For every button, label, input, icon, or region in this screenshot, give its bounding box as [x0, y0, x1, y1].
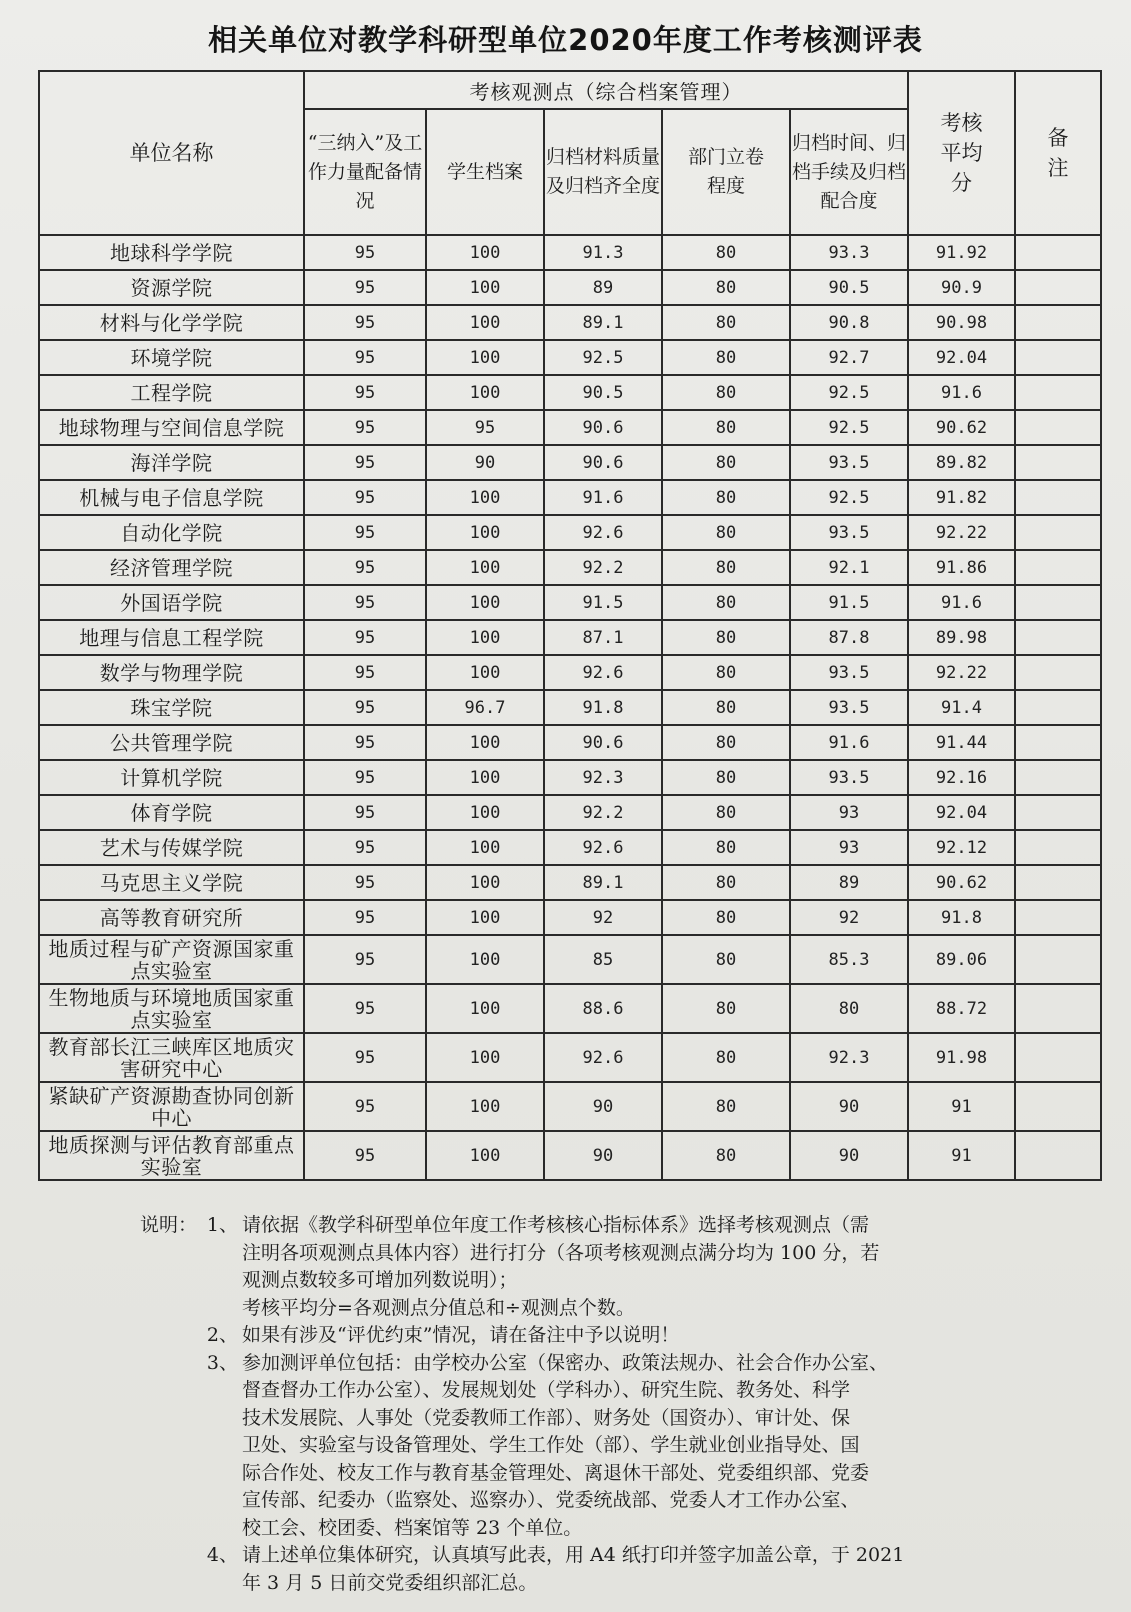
- score-cell: 90: [544, 1082, 662, 1131]
- score-cell: 80: [662, 935, 790, 984]
- table-row: [39, 760, 1101, 795]
- average-score-cell: 91.98: [908, 1033, 1015, 1082]
- average-score-cell: 92.22: [908, 515, 1015, 550]
- score-cell: 100: [426, 1033, 544, 1082]
- table-row: [39, 445, 1101, 480]
- score-cell: 100: [426, 865, 544, 900]
- table-row: [39, 305, 1101, 340]
- score-cell: 100: [426, 795, 544, 830]
- remarks-cell: [1015, 725, 1101, 760]
- table-row: [39, 1082, 1101, 1131]
- remarks-cell: [1015, 270, 1101, 305]
- document-title: 相关单位对教学科研型单位2020年度工作考核测评表: [208, 23, 923, 57]
- note-number: 2、: [206, 1324, 238, 1346]
- note-text: 督查督办工作办公室）、发展规划处（学科办）、研究生院、教务处、科学: [242, 1379, 851, 1401]
- note-line: [140, 1377, 980, 1405]
- unit-name-cell: 经济管理学院: [39, 550, 304, 585]
- score-cell: 80: [662, 725, 790, 760]
- score-cell: 80: [662, 410, 790, 445]
- note-indent: [140, 1570, 202, 1598]
- score-cell: 95: [304, 725, 426, 760]
- average-score-cell: 88.72: [908, 984, 1015, 1033]
- unit-name-cell: 紧缺矿产资源勘查协同创新中心: [39, 1082, 304, 1131]
- score-cell: 95: [304, 690, 426, 725]
- note-text: 考核平均分=各观测点分值总和÷观测点个数。: [242, 1296, 635, 1319]
- note-number-indent: [202, 1240, 242, 1268]
- score-cell: 80: [662, 655, 790, 690]
- note-indent: [140, 1405, 202, 1433]
- remarks-cell: [1015, 865, 1101, 900]
- average-score-cell: 90.9: [908, 270, 1015, 305]
- score-cell: 100: [426, 515, 544, 550]
- note-number-indent: [202, 1460, 242, 1488]
- note-indent: [140, 1542, 202, 1570]
- table-row: [39, 235, 1101, 270]
- unit-name-cell: 公共管理学院: [39, 725, 304, 760]
- remarks-cell: [1015, 1033, 1101, 1082]
- score-cell: 89: [544, 270, 662, 305]
- note-line: [140, 1570, 980, 1598]
- note-number: 3、: [206, 1351, 238, 1374]
- note-text: 技术发展院、人事处（党委教师工作部）、财务处（国资办）、审计处、保: [242, 1406, 851, 1429]
- remarks-cell: [1015, 515, 1101, 550]
- header-observation-group: 考核观测点（综合档案管理）: [304, 71, 908, 109]
- score-cell: 100: [426, 984, 544, 1033]
- note-indent: [140, 1460, 202, 1488]
- note-number: 1、: [206, 1214, 238, 1236]
- average-score-cell: 91: [908, 1082, 1015, 1131]
- note-text: 请依据《教学科研型单位年度工作考核核心指标体系》选择考核观测点（需: [242, 1214, 870, 1236]
- table-row: [39, 865, 1101, 900]
- table-row: [39, 340, 1101, 375]
- remarks-cell: [1015, 550, 1101, 585]
- note-line: [140, 1432, 980, 1460]
- score-cell: 100: [426, 305, 544, 340]
- score-cell: 87.8: [790, 620, 908, 655]
- unit-name-cell: 外国语学院: [39, 585, 304, 620]
- score-cell: 80: [662, 550, 790, 585]
- score-cell: 95: [304, 305, 426, 340]
- score-cell: 100: [426, 585, 544, 620]
- score-cell: 80: [662, 1131, 790, 1180]
- note-line: [140, 1405, 980, 1433]
- score-cell: 100: [426, 375, 544, 410]
- score-cell: 80: [662, 235, 790, 270]
- note-line: [140, 1212, 980, 1240]
- unit-name-cell: 海洋学院: [39, 445, 304, 480]
- score-cell: 100: [426, 655, 544, 690]
- remarks-cell: [1015, 235, 1101, 270]
- unit-name-cell: 地球物理与空间信息学院: [39, 410, 304, 445]
- remarks-cell: [1015, 935, 1101, 984]
- score-cell: 90: [790, 1131, 908, 1180]
- remarks-cell: [1015, 795, 1101, 830]
- score-cell: 100: [426, 340, 544, 375]
- score-cell: 100: [426, 935, 544, 984]
- score-cell: 80: [662, 760, 790, 795]
- table-row: [39, 1131, 1101, 1180]
- unit-name-cell: 地球科学学院: [39, 235, 304, 270]
- score-cell: 95: [304, 550, 426, 585]
- score-cell: 80: [790, 984, 908, 1033]
- remarks-cell: [1015, 690, 1101, 725]
- score-cell: 80: [662, 1082, 790, 1131]
- average-score-cell: 89.82: [908, 445, 1015, 480]
- score-cell: 100: [426, 830, 544, 865]
- note-number-indent: [202, 1515, 242, 1543]
- score-cell: 80: [662, 830, 790, 865]
- average-score-cell: 92.04: [908, 795, 1015, 830]
- note-indent: [140, 1487, 202, 1515]
- score-cell: 95: [304, 340, 426, 375]
- score-cell: 100: [426, 620, 544, 655]
- remarks-cell: [1015, 585, 1101, 620]
- score-cell: 92.6: [544, 830, 662, 865]
- remarks-cell: [1015, 900, 1101, 935]
- score-cell: 93.5: [790, 515, 908, 550]
- header-archive-quality: 归档材料质量及归档齐全度: [544, 109, 662, 235]
- score-cell: 91.6: [790, 725, 908, 760]
- remarks-cell: [1015, 305, 1101, 340]
- score-cell: 95: [304, 900, 426, 935]
- score-cell: 100: [426, 270, 544, 305]
- score-cell: 80: [662, 445, 790, 480]
- table-row: [39, 830, 1101, 865]
- remarks-cell: [1015, 760, 1101, 795]
- average-score-cell: 91.6: [908, 585, 1015, 620]
- score-cell: 92.3: [544, 760, 662, 795]
- score-cell: 85: [544, 935, 662, 984]
- average-score-cell: 91.82: [908, 480, 1015, 515]
- unit-name-cell: 高等教育研究所: [39, 900, 304, 935]
- score-cell: 80: [662, 1033, 790, 1082]
- score-cell: 95: [304, 410, 426, 445]
- score-cell: 80: [662, 585, 790, 620]
- unit-name-cell: 地质探测与评估教育部重点实验室: [39, 1131, 304, 1180]
- score-cell: 100: [426, 550, 544, 585]
- note-number-indent: [202, 1432, 242, 1460]
- remarks-cell: [1015, 1082, 1101, 1131]
- average-score-cell: 89.06: [908, 935, 1015, 984]
- score-cell: 87.1: [544, 620, 662, 655]
- unit-name-cell: 珠宝学院: [39, 690, 304, 725]
- average-score-cell: 91.6: [908, 375, 1015, 410]
- unit-name-cell: 艺术与传媒学院: [39, 830, 304, 865]
- score-cell: 90.8: [790, 305, 908, 340]
- score-cell: 95: [304, 1033, 426, 1082]
- note-text: 观测点数较多可增加列数说明）；: [242, 1269, 518, 1291]
- score-cell: 95: [304, 865, 426, 900]
- score-cell: 80: [662, 795, 790, 830]
- average-score-cell: 92.16: [908, 760, 1015, 795]
- note-text: 际合作处、校友工作与教育基金管理处、离退休干部处、党委组织部、党委: [242, 1461, 870, 1484]
- table-body: [39, 235, 1101, 1180]
- score-cell: 90.6: [544, 725, 662, 760]
- score-cell: 93.5: [790, 760, 908, 795]
- note-line: [140, 1542, 980, 1570]
- table-row: [39, 515, 1101, 550]
- score-cell: 95: [304, 270, 426, 305]
- note-text: 年 3 月 5 日前交党委组织部汇总。: [242, 1571, 538, 1594]
- score-cell: 93: [790, 830, 908, 865]
- score-cell: 93.5: [790, 655, 908, 690]
- score-cell: 80: [662, 270, 790, 305]
- note-line: [140, 1487, 980, 1515]
- average-score-cell: 91: [908, 1131, 1015, 1180]
- note-text: 校工会、校团委、档案馆等 23 个单位。: [242, 1516, 583, 1539]
- unit-name-cell: 体育学院: [39, 795, 304, 830]
- table-row: [39, 984, 1101, 1033]
- score-cell: 92.6: [544, 515, 662, 550]
- note-text: 注明各项观测点具体内容）进行打分（各项考核观测点满分均为 100 分，若: [242, 1241, 880, 1264]
- table-row: [39, 375, 1101, 410]
- unit-name-cell: 地理与信息工程学院: [39, 620, 304, 655]
- score-cell: 95: [304, 480, 426, 515]
- notes-section: [140, 1212, 980, 1597]
- remarks-cell: [1015, 445, 1101, 480]
- note-number-indent: [202, 1295, 242, 1323]
- remarks-cell: [1015, 375, 1101, 410]
- remarks-cell: [1015, 340, 1101, 375]
- header-three-inclusions: “三纳入”及工作力量配备情况: [304, 109, 426, 235]
- note-line: [140, 1322, 980, 1350]
- score-cell: 92.5: [544, 340, 662, 375]
- average-score-cell: 91.44: [908, 725, 1015, 760]
- average-score-cell: 91.86: [908, 550, 1015, 585]
- header-remarks: 备注: [1015, 71, 1101, 235]
- score-cell: 95: [304, 935, 426, 984]
- note-number-indent: [202, 1267, 242, 1295]
- score-cell: 80: [662, 900, 790, 935]
- header-average-score: 考核平均分: [908, 71, 1015, 235]
- unit-name-cell: 材料与化学学院: [39, 305, 304, 340]
- average-score-cell: 91.92: [908, 235, 1015, 270]
- header-dept-filing: 部门立卷程度: [662, 109, 790, 235]
- unit-name-cell: 机械与电子信息学院: [39, 480, 304, 515]
- note-text: 如果有涉及“评优约束”情况，请在备注中予以说明！: [242, 1324, 680, 1346]
- score-cell: 93.3: [790, 235, 908, 270]
- score-cell: 90: [790, 1082, 908, 1131]
- average-score-cell: 92.22: [908, 655, 1015, 690]
- note-indent: [140, 1377, 202, 1405]
- table-row: [39, 795, 1101, 830]
- score-cell: 92.5: [790, 375, 908, 410]
- note-line: [140, 1460, 980, 1488]
- table-row: [39, 550, 1101, 585]
- average-score-cell: 91.4: [908, 690, 1015, 725]
- score-cell: 95: [304, 620, 426, 655]
- score-cell: 80: [662, 340, 790, 375]
- average-score-cell: 90.98: [908, 305, 1015, 340]
- remarks-cell: [1015, 830, 1101, 865]
- score-cell: 90.6: [544, 410, 662, 445]
- note-text: 参加测评单位包括：由学校办公室（保密办、政策法规办、社会合作办公室、: [242, 1351, 889, 1374]
- table-row: [39, 725, 1101, 760]
- score-cell: 95: [304, 1082, 426, 1131]
- score-cell: 85.3: [790, 935, 908, 984]
- table-row: [39, 655, 1101, 690]
- note-number: 4、: [206, 1544, 238, 1566]
- score-cell: 95: [304, 795, 426, 830]
- note-number-indent: [202, 1487, 242, 1515]
- score-cell: 100: [426, 1131, 544, 1180]
- unit-name-cell: 环境学院: [39, 340, 304, 375]
- unit-name-cell: 工程学院: [39, 375, 304, 410]
- note-indent: [140, 1350, 202, 1378]
- score-cell: 95: [426, 410, 544, 445]
- remarks-cell: [1015, 620, 1101, 655]
- score-cell: 95: [304, 830, 426, 865]
- note-indent: [140, 1267, 202, 1295]
- remarks-cell: [1015, 984, 1101, 1033]
- score-cell: 95: [304, 375, 426, 410]
- score-cell: 90: [544, 1131, 662, 1180]
- score-cell: 89.1: [544, 305, 662, 340]
- score-cell: 91.8: [544, 690, 662, 725]
- table-row: [39, 620, 1101, 655]
- score-cell: 91.5: [790, 585, 908, 620]
- score-cell: 95: [304, 655, 426, 690]
- unit-name-cell: 教育部长江三峡库区地质灾害研究中心: [39, 1033, 304, 1082]
- note-indent: [140, 1240, 202, 1268]
- score-cell: 100: [426, 900, 544, 935]
- average-score-cell: 90.62: [908, 865, 1015, 900]
- note-number-indent: [202, 1405, 242, 1433]
- unit-name-cell: 马克思主义学院: [39, 865, 304, 900]
- score-cell: 95: [304, 585, 426, 620]
- score-cell: 93.5: [790, 445, 908, 480]
- score-cell: 80: [662, 984, 790, 1033]
- table-row: [39, 935, 1101, 984]
- score-cell: 80: [662, 515, 790, 550]
- score-cell: 91.3: [544, 235, 662, 270]
- score-cell: 89: [790, 865, 908, 900]
- score-cell: 93.5: [790, 690, 908, 725]
- score-cell: 95: [304, 1131, 426, 1180]
- score-cell: 80: [662, 305, 790, 340]
- table-row: [39, 585, 1101, 620]
- score-cell: 90: [426, 445, 544, 480]
- header-student-archives: 学生档案: [426, 109, 544, 235]
- score-cell: 92.2: [544, 795, 662, 830]
- unit-name-cell: 生物地质与环境地质国家重点实验室: [39, 984, 304, 1033]
- score-cell: 100: [426, 480, 544, 515]
- score-cell: 92.5: [790, 480, 908, 515]
- note-text: 宣传部、纪委办（监察处、巡察办）、党委统战部、党委人才工作办公室、: [242, 1489, 860, 1511]
- score-cell: 92.6: [544, 655, 662, 690]
- score-cell: 92.1: [790, 550, 908, 585]
- note-line: [140, 1515, 980, 1543]
- average-score-cell: 92.12: [908, 830, 1015, 865]
- score-cell: 80: [662, 375, 790, 410]
- score-cell: 92.7: [790, 340, 908, 375]
- score-cell: 91.5: [544, 585, 662, 620]
- note-line: [140, 1350, 980, 1378]
- score-cell: 89.1: [544, 865, 662, 900]
- score-cell: 80: [662, 480, 790, 515]
- remarks-cell: [1015, 655, 1101, 690]
- score-cell: 95: [304, 760, 426, 795]
- note-text: 请上述单位集体研究，认真填写此表，用 A4 纸打印并签字加盖公章，于 2021: [242, 1544, 905, 1566]
- table-row: [39, 900, 1101, 935]
- score-cell: 100: [426, 1082, 544, 1131]
- score-cell: 92.3: [790, 1033, 908, 1082]
- note-number-indent: [202, 1377, 242, 1405]
- notes-lead: 说明：: [140, 1214, 198, 1236]
- note-indent: [140, 1322, 202, 1350]
- score-cell: 88.6: [544, 984, 662, 1033]
- score-cell: 100: [426, 235, 544, 270]
- score-cell: 90.5: [790, 270, 908, 305]
- remarks-cell: [1015, 410, 1101, 445]
- score-cell: 80: [662, 865, 790, 900]
- unit-name-cell: 计算机学院: [39, 760, 304, 795]
- table-row: [39, 270, 1101, 305]
- score-cell: 90.5: [544, 375, 662, 410]
- remarks-cell: [1015, 480, 1101, 515]
- unit-name-cell: 自动化学院: [39, 515, 304, 550]
- remarks-cell: [1015, 1131, 1101, 1180]
- score-cell: 80: [662, 620, 790, 655]
- unit-name-cell: 数学与物理学院: [39, 655, 304, 690]
- table-row: [39, 1033, 1101, 1082]
- score-cell: 91.6: [544, 480, 662, 515]
- note-line: [140, 1240, 980, 1268]
- note-text: 卫处、实验室与设备管理处、学生工作处（部）、学生就业创业指导处、国: [242, 1434, 860, 1456]
- score-cell: 92.5: [790, 410, 908, 445]
- unit-name-cell: 资源学院: [39, 270, 304, 305]
- table-row: [39, 410, 1101, 445]
- note-line: [140, 1295, 980, 1323]
- note-indent: [140, 1432, 202, 1460]
- average-score-cell: 91.8: [908, 900, 1015, 935]
- score-cell: 93: [790, 795, 908, 830]
- table-row: [39, 480, 1101, 515]
- score-cell: 100: [426, 760, 544, 795]
- score-cell: 95: [304, 984, 426, 1033]
- evaluation-table: [38, 70, 1102, 1181]
- unit-name-cell: 地质过程与矿产资源国家重点实验室: [39, 935, 304, 984]
- score-cell: 95: [304, 235, 426, 270]
- average-score-cell: 90.62: [908, 410, 1015, 445]
- average-score-cell: 92.04: [908, 340, 1015, 375]
- score-cell: 92: [790, 900, 908, 935]
- score-cell: 95: [304, 515, 426, 550]
- table-row: [39, 690, 1101, 725]
- score-cell: 96.7: [426, 690, 544, 725]
- score-cell: 100: [426, 725, 544, 760]
- header-archive-timeliness: 归档时间、归档手续及归档配合度: [790, 109, 908, 235]
- header-unit-name: 单位名称: [39, 71, 304, 235]
- average-score-cell: 89.98: [908, 620, 1015, 655]
- note-line: [140, 1267, 980, 1295]
- score-cell: 92.2: [544, 550, 662, 585]
- note-indent: [140, 1295, 202, 1323]
- score-cell: 90.6: [544, 445, 662, 480]
- score-cell: 92: [544, 900, 662, 935]
- score-cell: 95: [304, 445, 426, 480]
- score-cell: 80: [662, 690, 790, 725]
- note-number-indent: [202, 1570, 242, 1598]
- note-indent: [140, 1515, 202, 1543]
- score-cell: 92.6: [544, 1033, 662, 1082]
